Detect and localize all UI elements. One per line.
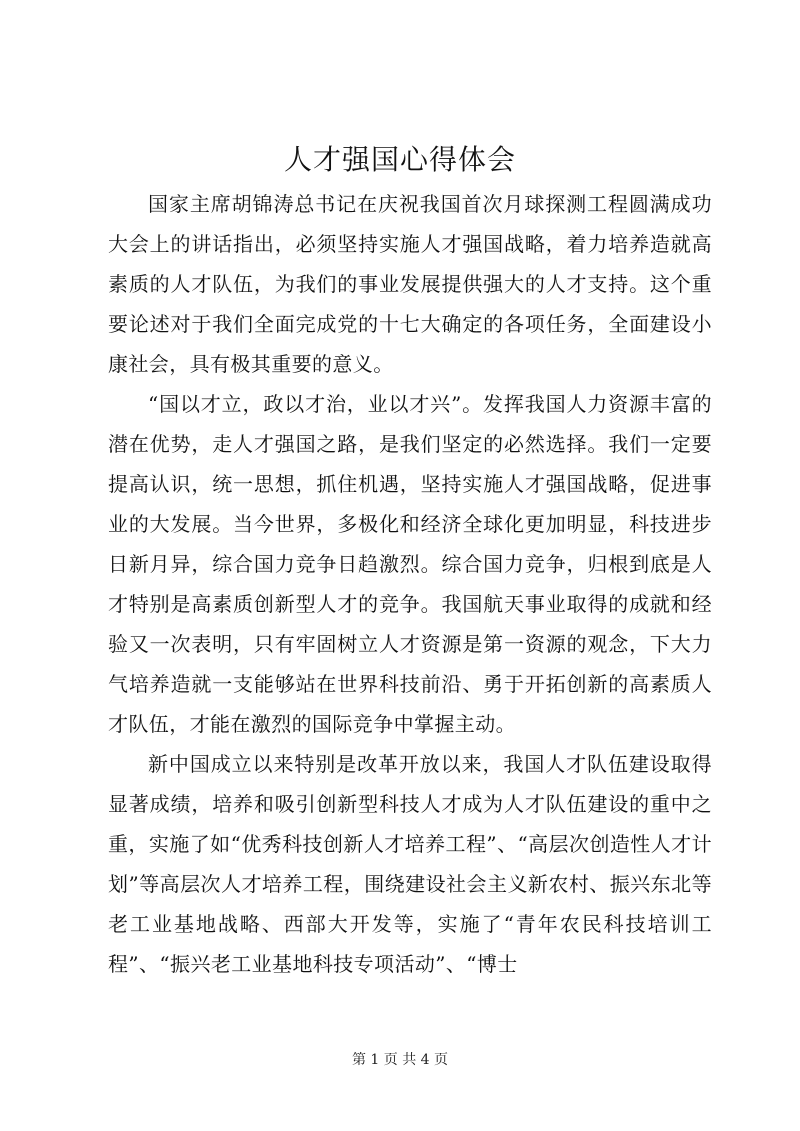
document-title: 人才强国心得体会 xyxy=(283,143,516,176)
paragraph-2: “国以才立，政以才治，业以才兴”。发挥我国人力资源丰富的潜在优势，走人才强国之路，是我们坚定的必然选择。我们一定要提高认识，统一思想，抓住机遇，坚持实施人才强国战略，促进事业的大发展。当今世界，多极化和经济全球化更加明显，科技进步日新月异，综合国力竞争日趋激烈。综合国力竞争，归根到底是人才特别是高素质创新型人才的竞争。我国航天事业取得的成就和经验又一次表明，只有牢固树立人才资源是第一资源的观念，下大力气培养造就一支能够站在世界科技前沿、勇于开拓创新的高素质人才队伍，才能在激烈的国际竞争中掌握主动。 xyxy=(108,392,712,736)
paragraph-1: 国家主席胡锦涛总书记在庆祝我国首次月球探测工程圆满成功大会上的讲话指出，必须坚持实施人才强国战略，着力培养造就高素质的人才队伍，为我们的事业发展提供强大的人才支持。这个重要论述对于我们全面完成党的十七大确定的各项任务，全面建设小康社会，具有极其重要的意义。 xyxy=(108,192,712,376)
document-body xyxy=(108,184,712,984)
page-footer: 第 1 页 共 4 页 xyxy=(351,1052,449,1068)
paragraph-3: 新中国成立以来特别是改革开放以来，我国人才队伍建设取得显著成绩，培养和吸引创新型科技人才成为人才队伍建设的重中之重，实施了如“优秀科技创新人才培养工程”、“高层次创造性人才计划”等高层次人才培养工程，围绕建设社会主义新农村、振兴东北等老工业基地战略、西部大开发等，实施了“青年农民科技培训工程”、“振兴老工业基地科技专项活动”、“博士 xyxy=(108,752,712,976)
